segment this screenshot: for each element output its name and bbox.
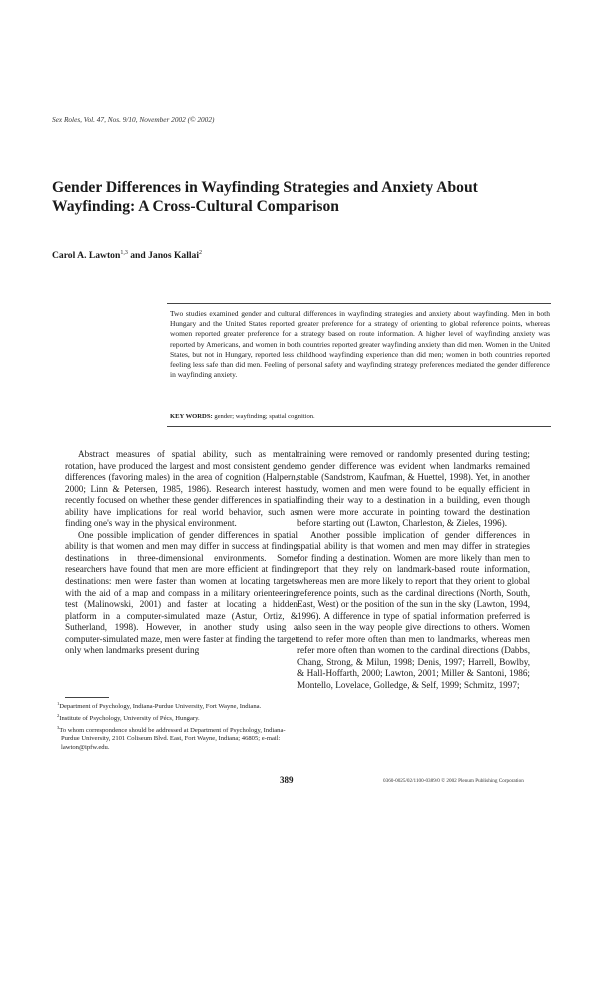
footnote-text: Institute of Psychology, University of Pécs, Hungary. (59, 714, 200, 722)
keywords-line (170, 413, 315, 420)
keywords-label: KEY WORDS: (170, 413, 213, 420)
footnote-text: Department of Psychology, Indiana-Purdue University, Fort Wayne, Indiana. (59, 703, 262, 711)
body-paragraph: Abstract measures of spatial ability, such as mental rotation, have produced the largest and most consistent gender differences (favoring males) in the area of cognition (Halpern, 2000; Linn & Petersen, 1985, 1986). Research interest has recently focused on whether these gender differences in spatial ability have implications for real world behavior, such as finding one's way in the physical environment. (65, 449, 298, 529)
copyright-notice: 0360-0025/02/1100-0389/0 © 2002 Plenum Publishing Corporation (383, 778, 524, 784)
author-name: Carol A. Lawton (52, 250, 121, 262)
page-number: 389 (280, 775, 294, 785)
abstract-bottom-rule (167, 426, 551, 427)
footnote-rule (65, 697, 109, 698)
body-right-column (297, 449, 530, 691)
body-left-column (65, 449, 298, 657)
footnote-mark: 1 (57, 701, 60, 706)
footnote-mark: 2 (57, 712, 60, 718)
abstract-text: Two studies examined gender and cultural differences in wayfinding strategies and anxiety about wayfinding. Men in both Hungary and the United States reported greater preference for a strategy of orienting to global reference points, whereas women reported greater preference for a strategy based on route information. A higher level of wayfinding anxiety was reported by Americans, and women in both countries reported greater wayfinding anxiety than did men. Women in the United States, but not in Hungary, reported less childhood wayfinding experience than did men; women in both countries reported feeling less safe than did men. Feeling of personal safety and wayfinding strategy preferences mediated the gender difference in wayfinding anxiety. (170, 309, 550, 380)
footnotes (52, 700, 302, 753)
footnote (52, 700, 302, 712)
body-paragraph: Another possible implication of gender differences in spatial ability is that women and men may differ in strategies for finding a destination. Women are more likely than men to report that they rely on landmark-based route information, whereas men are more likely to report that they orient to global reference points, such as the cardinal directions (North, South, East, West) or the position of the sun in the sky (Lawton, 1994, 1996). A difference in type of spatial information preferred is also seen in the way people give directions to others. Women tend to refer more often than men to landmarks, whereas men refer more often than women to the cardinal directions (Dabbs, Chang, Strong, & Milun, 1998; Denis, 1997; Harrell, Bowlby, & Hall-Hoffarth, 2000; Lawton, 2001; Miller & Santoni, 1986; Montello, Lovelace, Golledge, & Self, 1999; Schmitz, 1997; (297, 529, 530, 690)
body-paragraph: One possible implication of gender differences in spatial ability is that women and men may differ in success at finding destinations in three-dimensional environments. Some researchers have found that men are more efficient at finding destinations: men were faster than women at locating targets with the aid of a map and compass in a military orienteering test (Malinowski, 2001) and faster at locating a hidden platform in a computer-simulated maze (Astur, Ortiz, & Sutherland, 1998). However, in another study using a computer-simulated maze, men were faster at finding the target only when landmarks present during (65, 529, 298, 656)
keywords-text: gender; wayfinding; spatial cognition. (212, 413, 315, 420)
footnote (52, 724, 302, 753)
author-name: Janos Kallai (148, 250, 200, 262)
footnote-mark: 3 (57, 724, 60, 730)
author-line (52, 250, 202, 261)
author-affiliation-mark: 1,3 (120, 250, 128, 256)
author-conjunction: and (127, 250, 149, 262)
abstract-top-rule (167, 303, 551, 304)
footnote (52, 712, 302, 724)
footnote-text: To whom correspondence should be addressed at Department of Psychology, Indiana-Purdue University, 2101 Coliseum Blvd. East, Fort Wayne, Indiana; 46805; e-mail: lawton@ipfw.edu. (59, 726, 286, 751)
journal-citation: Sex Roles, Vol. 47, Nos. 9/10, November 2002 (© 2002) (52, 115, 215, 124)
paper-title: Gender Differences in Wayfinding Strategies and Anxiety About Wayfinding: A Cross-Cultural Comparison (52, 179, 478, 215)
author-affiliation-mark: 2 (199, 250, 203, 256)
body-paragraph: training were removed or randomly presented during testing; no gender difference was evident when landmarks remained stable (Sandstrom, Kaufman, & Huettel, 1998). Yet, in another study, women and men were found to be equally efficient in finding their way to a destination in a building, even though men were more accurate in pointing toward the destination before starting out (Lawton, Charleston, & Zieles, 1996). (297, 449, 530, 529)
